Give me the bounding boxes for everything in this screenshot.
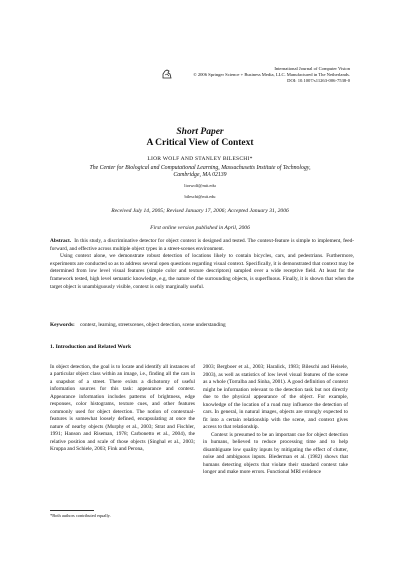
- footnote: *Both authors contributed equally.: [50, 513, 111, 518]
- section-heading: 1. Introduction and Related Work: [50, 344, 132, 350]
- journal-doi: DOI: 10.1007/s11263-006-7538-0: [287, 78, 350, 83]
- body-paragraph: In object detection, the goal is to locate and identify all instances of a particular object class within an image, i.e., finding all the cars in a snapshot of a street. There exists a dichotomy of useful information sources for this task: appearance and context. Appearance information includes patterns of brightness, edge responses, color histograms, texture cues, and other features commonly used for object detection. The notion of contextual-features is somewhat loosely defined, encapsulating at once the nature of nearby objects (Murphy et al., 2003; Strat and Fischler, 1991; Hanson and Riseman, 1978; Carbonetto et al., 2004), the relative position and scale of those objects (Singhal et al., 2003; Kruppa and Schiele, 2003; Fink and Perona,: [50, 363, 195, 452]
- paper-type: Short Paper: [176, 127, 224, 137]
- paper-authors: LIOR WOLF AND STANLEY BILESCHI*: [147, 156, 253, 162]
- online-publication: First online version published in April, 2006: [150, 225, 250, 231]
- keywords-text: context, learning, streetscenes, object detection, scene understanding: [80, 322, 226, 328]
- abstract-paragraph: [50, 238, 354, 253]
- body-column-left: [50, 344, 195, 454]
- journal-copyright: © 2006 Springer Science + Business Media, LLC. Manufactured in The Netherlands.: [193, 72, 350, 77]
- paper-title: A Critical View of Context: [146, 138, 254, 148]
- affiliation-line: The Center for Biological and Computational Learning, Massachusetts Institute of Technology,: [89, 165, 311, 171]
- footnote-divider: [50, 510, 94, 511]
- abstract-text: In this study, a discriminative detector for object context is designed and tested. The context-feature is simple to implement, feed-forward, and effective across multiple object types in a street-scenes environment.: [50, 238, 355, 252]
- keywords: [50, 322, 354, 329]
- body-paragraph: Context is presumed to be an important cue for object detection in humans, believed to reduce processing time and to help disambiguate low quality inputs by mitigating the effect of clutter, noise and ambiguous inputs. Biederman et al. (1982) shows that humans detecting objects that violate their standard context take longer and make more errors. Functional MRI evidence: [203, 431, 348, 475]
- body-paragraph: 2003; Bergboer et al., 2003; Haralick, 1983; Bileschi and Heisele, 2003), as well as statistics of low level visual features of the scene as a whole (Torralba and Sinha, 2001). A good definition of context might be information relevant to the detection task but not directly due to the physical appearance of the object. For example, knowledge of the location of a road may influence the detection of cars. In general, in natural images, objects are strongly expected to fit into a certain relationship with the scene, and context gives access to that relationship.: [203, 364, 348, 430]
- abstract-paragraph: Using context alone, we demonstrate robust detection of locations likely to contain bicycles, cars, and pedestrians. Furthermore, experiments are conducted so as to address several open questions regarding visual context. Specifically, it is demonstrated that context may be determined from low level visual features (simple color and texture descriptors) sampled over a wide receptive field. At least for the framework tested, high level semantic knowledge, e.g, the nature of the surrounding objects, is superfluous. Finally, it is shown that when the target object is unambiguously visible, context is only marginally useful.: [50, 253, 354, 290]
- publication-dates: Received July 14, 2005; Revised January 17, 2006; Accepted January 31, 2006: [111, 208, 289, 214]
- keywords-label: Keywords:: [50, 322, 75, 328]
- email-link[interactable]: bileschi@mit.edu: [184, 194, 216, 199]
- affiliation-line: Cambridge, MA 02139: [173, 172, 227, 178]
- journal-name: International Journal of Computer Vision: [274, 66, 350, 71]
- abstract-label: Abstract.: [50, 238, 72, 244]
- journal-header: [90, 66, 350, 84]
- body-column-right: [203, 364, 348, 477]
- email-link[interactable]: liorwolf@mit.edu: [184, 183, 216, 188]
- affiliation: [0, 165, 400, 179]
- abstract: [50, 238, 354, 291]
